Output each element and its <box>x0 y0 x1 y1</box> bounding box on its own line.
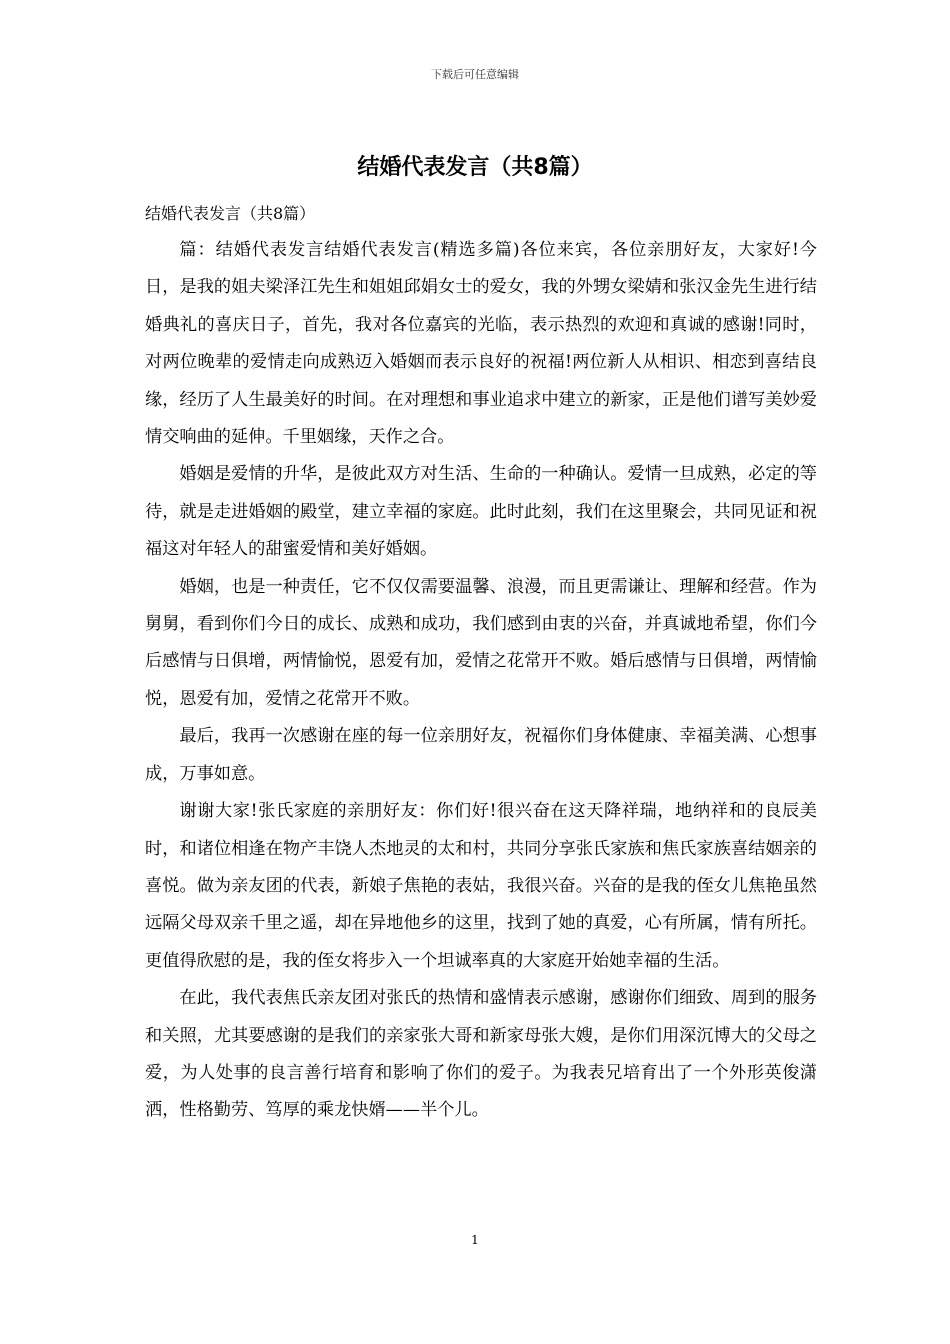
paragraph: 婚姻是爱情的升华，是彼此双方对生活、生命的一种确认。爱情一旦成熟，必定的等待，就是走进婚姻的殿堂，建立幸福的家庭。此时此刻，我们在这里聚会，共同见证和祝福这对年轻人的甜蜜爱情和美好婚姻。 <box>145 464 817 560</box>
paragraph: 谢谢大家!张氏家庭的亲朋好友：你们好!很兴奋在这天降祥瑞，地纳祥和的良辰美时，和诸位相逢在物产丰饶人杰地灵的太和村，共同分享张氏家族和焦氏家族喜结姻亲的喜悦。做为亲友团的代表，新娘子焦艳的表姑，我很兴奋。兴奋的是我的侄女儿焦艳虽然远隔父母双亲千里之遥，却在异地他乡的这里，找到了她的真爱，心有所属，情有所托。更值得欣慰的是，我的侄女将步入一个坦诚率真的大家庭开始她幸福的生活。 <box>145 801 817 971</box>
page-header: 下载后可任意编辑 <box>431 68 519 81</box>
page-number: 1 <box>471 1233 479 1247</box>
document-subtitle: 结婚代表发言（共8篇） <box>145 204 316 223</box>
paragraph: 篇：结婚代表发言结婚代表发言(精选多篇)各位来宾，各位亲朋好友，大家好!今日，是我的姐夫梁泽江先生和姐姐邱娟女士的爱女，我的外甥女梁婧和张汉金先生进行结婚典礼的喜庆日子，首先，我对各位嘉宾的光临，表示热烈的欢迎和真诚的感谢!同时，对两位晚辈的爱情走向成熟迈入婚姻而表示良好的祝福!两位新人从相识、相恋到喜结良缘，经历了人生最美好的时间。在对理想和事业追求中建立的新家，正是他们谱写美妙爱情交响曲的延伸。千里姻缘，天作之合。 <box>145 240 817 448</box>
paragraph: 在此，我代表焦氏亲友团对张氏的热情和盛情表示感谢，感谢你们细致、周到的服务和关照，尤其要感谢的是我们的亲家张大哥和新家母张大嫂，是你们用深沉博大的父母之爱，为人处事的良言善行培育和影响了你们的爱子。为我表兄培育出了一个外形英俊潇洒，性格勤劳、笃厚的乘龙快婿——半个儿。 <box>145 988 817 1121</box>
paragraph: 婚姻，也是一种责任，它不仅仅需要温馨、浪漫，而且更需谦让、理解和经营。作为舅舅，看到你们今日的成长、成熟和成功，我们感到由衷的兴奋，并真诚地希望，你们今后感情与日俱增，两情愉悦，恩爱有加，爱情之花常开不败。婚后感情与日俱增，两情愉悦，恩爱有加，爱情之花常开不败。 <box>145 576 817 709</box>
paragraph: 最后，我再一次感谢在座的每一位亲朋好友，祝福你们身体健康、幸福美满、心想事成，万事如意。 <box>145 726 817 784</box>
document-title: 结婚代表发言（共8篇） <box>357 155 593 180</box>
document-body <box>145 232 817 1130</box>
